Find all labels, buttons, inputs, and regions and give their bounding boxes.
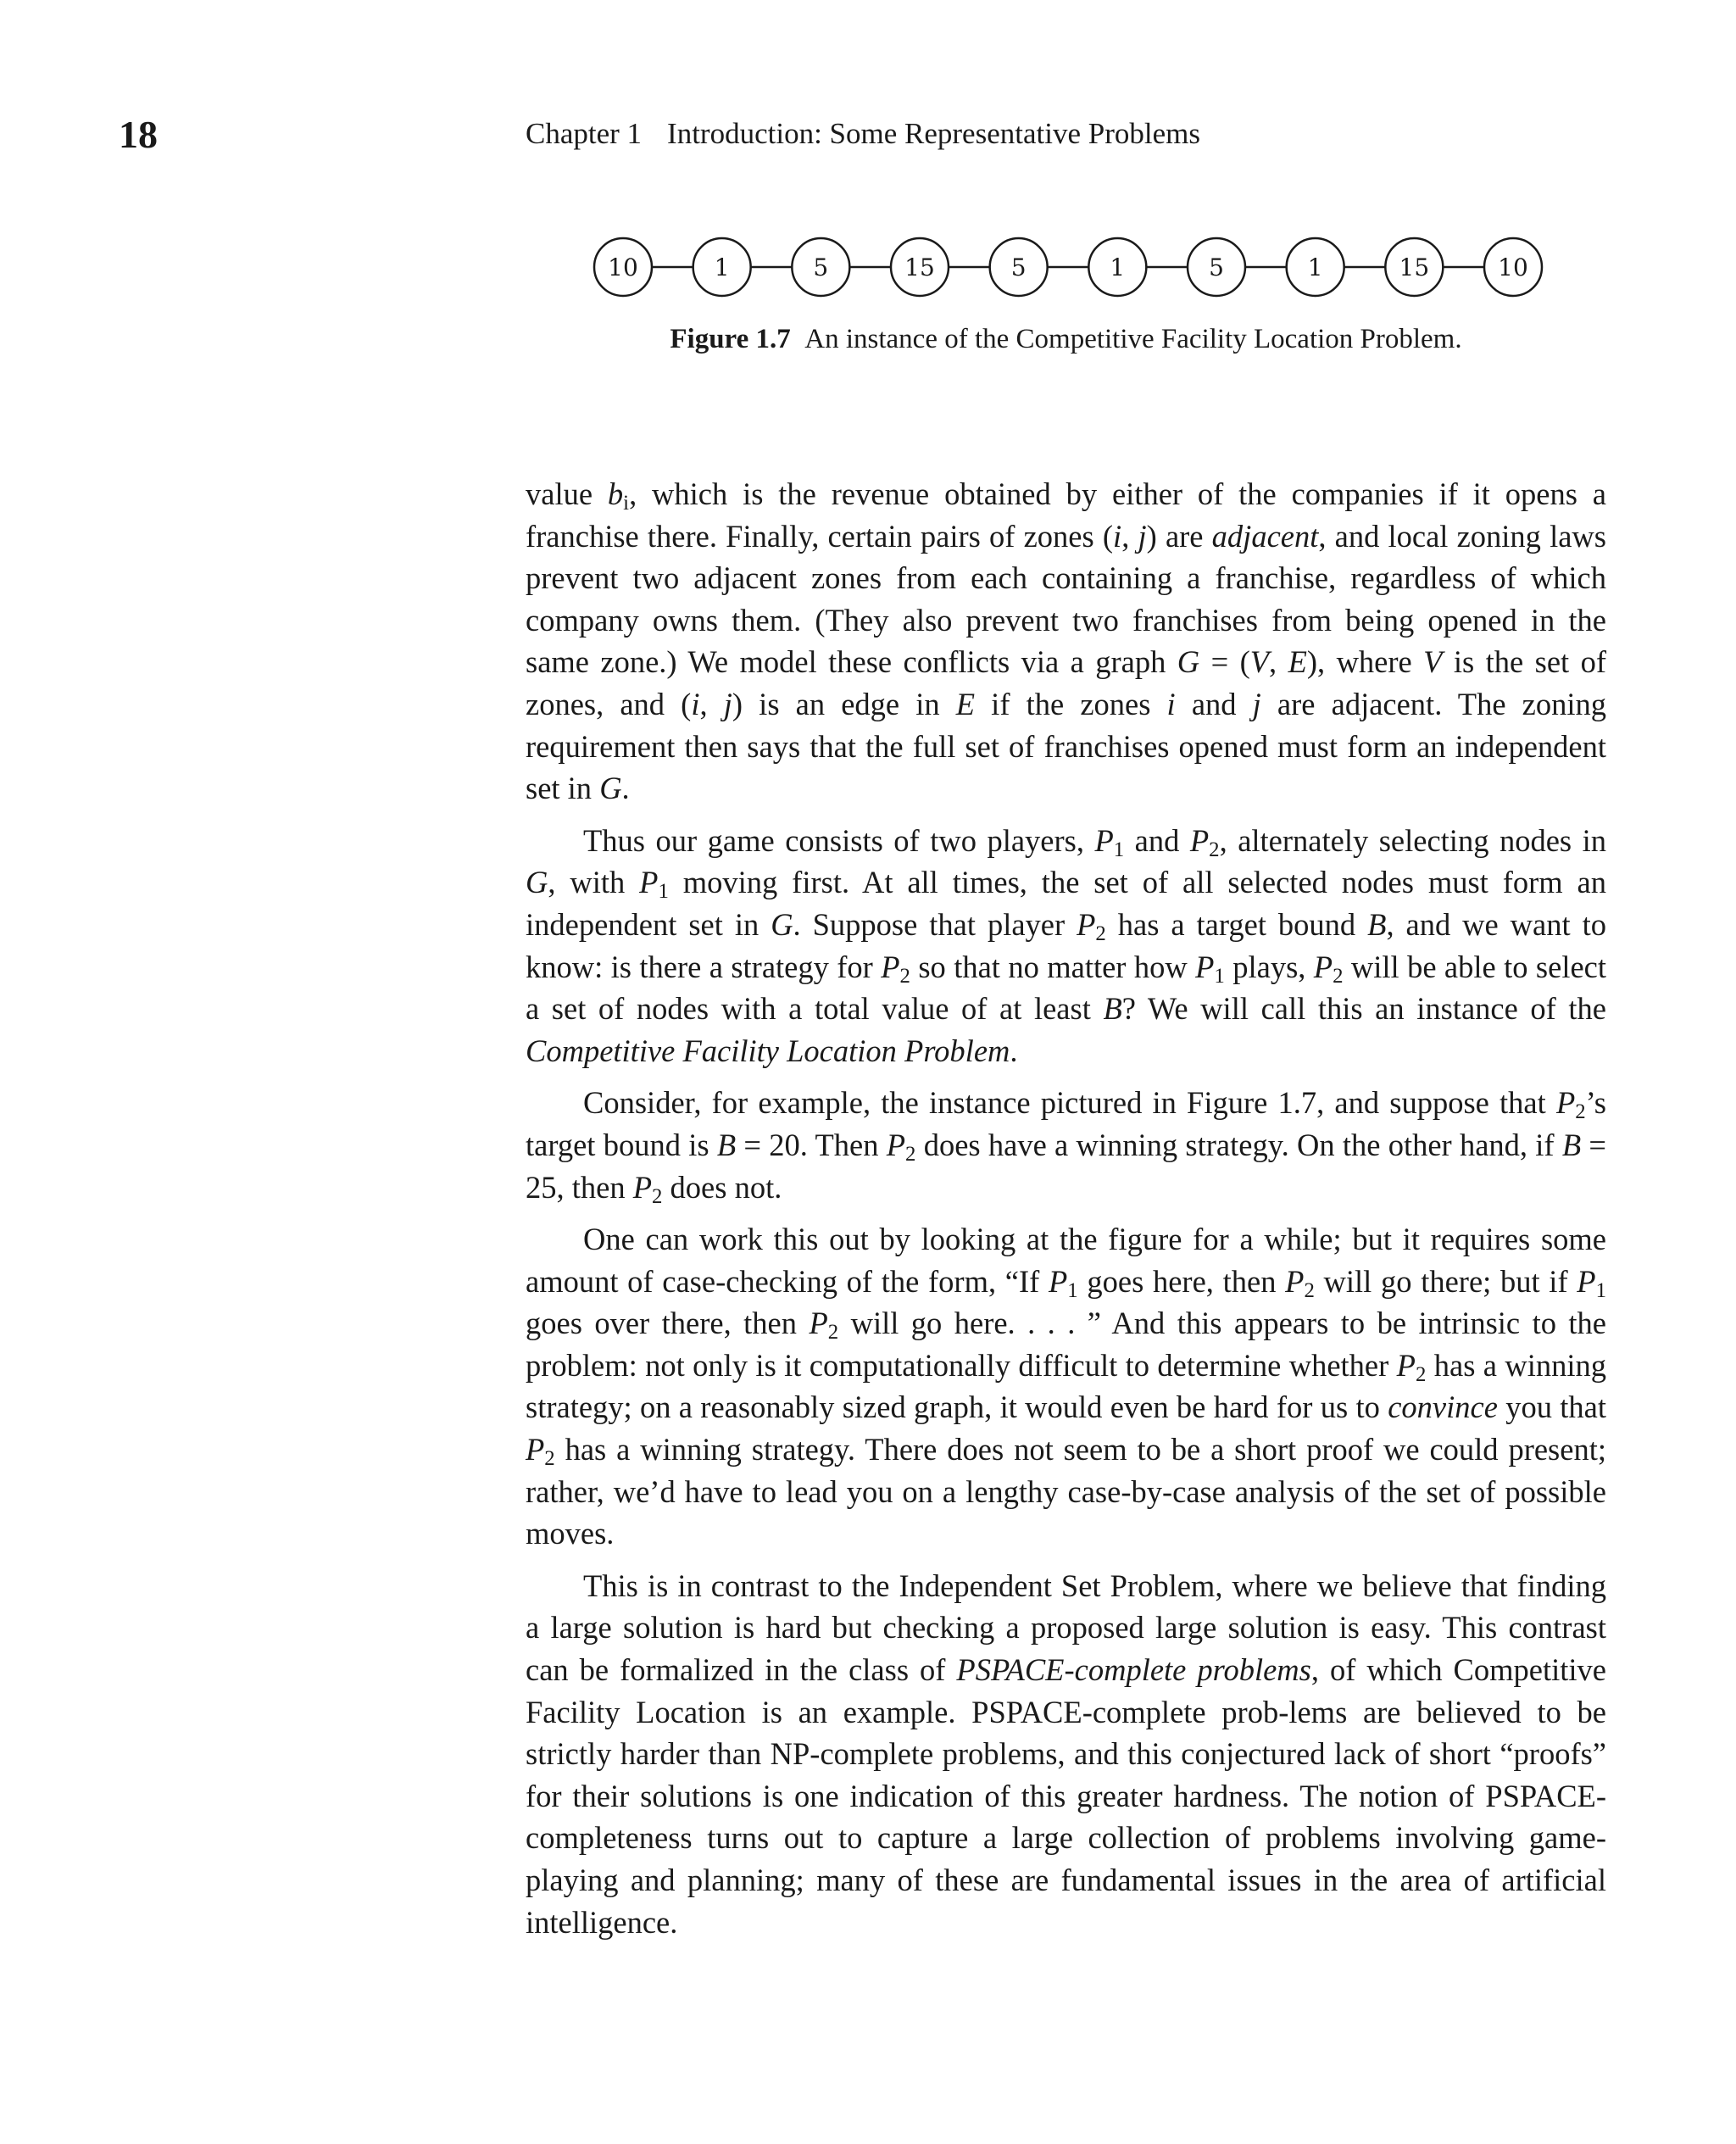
italic-text: P (1077, 906, 1096, 942)
subscript: 2 (1333, 964, 1344, 988)
path-graph-diagram (585, 229, 1551, 305)
paragraph: Consider, for example, the instance pictured in Figure 1.7, and suppose that $P_2’s$ target bound is B = 20. Then $P_2$ does have a winning strategy. On the other hand, if B = 25, then $P_2$ does not. (526, 1085, 1607, 1208)
italic-text: P (886, 1127, 906, 1162)
italic-text: G (599, 771, 622, 806)
chapter-label: Chapter 1 (526, 117, 643, 150)
italic-text: P (1049, 1263, 1068, 1299)
figure-graph (585, 229, 1551, 305)
subscript: 1 (1595, 1278, 1606, 1302)
subscript: 2 (827, 1321, 839, 1345)
subscript: 2 (905, 1143, 916, 1167)
italic-text: P (1577, 1263, 1596, 1299)
graph-node-value: 1 (714, 253, 730, 281)
italic-text: B (1103, 991, 1122, 1027)
graph-node-value: 5 (1209, 253, 1224, 281)
italic-text: i (1166, 686, 1176, 721)
caption-label: Figure 1.7 (670, 324, 791, 354)
graph-node-value: 5 (813, 253, 829, 281)
italic-text: P (1396, 1347, 1416, 1383)
subscript: 1 (1214, 964, 1225, 988)
italic-text: b (607, 476, 624, 511)
italic-text: adjacent (1211, 518, 1319, 554)
italic-text: P (639, 865, 659, 900)
subscript: 2 (899, 964, 910, 988)
paragraph: value $b_i$, which is the revenue obtained by either of the companies if it opens a franchise there. Finally, certain pairs of zones (i, j) are adjacent, and local zoning laws prevent two adjacent zones from each containing a franchise, regardless of which company owns them. (They also prevent two franchises from being opened in the same zone.) We model these conflicts via a graph G = (V, E), where V is the set of zones, and (i, j) is an edge in E if the zones i and j are adjacent. The zoning requirement then says that the full set of franchises opened must form an independent set in G. (526, 476, 1607, 806)
graph-node-value: 10 (1498, 253, 1528, 281)
body-text (526, 473, 1606, 1953)
figure-caption (526, 324, 1606, 355)
italic-text: G (771, 906, 793, 942)
italic-text: B (1367, 906, 1387, 942)
chapter-title: Introduction: Some Representative Problems (667, 117, 1200, 150)
subscript: 2 (652, 1184, 663, 1208)
graph-node-value: 15 (1399, 253, 1430, 281)
italic-text: i (1113, 518, 1122, 554)
running-head (526, 117, 1200, 151)
italic-text: B (1561, 1127, 1582, 1162)
italic-text: P (1094, 822, 1114, 858)
italic-text: j (723, 686, 732, 721)
italic-text: E (955, 686, 976, 721)
italic-text: B (716, 1127, 737, 1162)
italic-text: V (1423, 644, 1443, 680)
subscript: 2 (1304, 1278, 1315, 1302)
subscript: 2 (1209, 838, 1220, 861)
italic-text: P (881, 949, 900, 984)
graph-node-value: 5 (1010, 253, 1027, 281)
subscript: 1 (658, 880, 669, 904)
paragraph: Thus our game consists of two players, $P_1$ and $P_2$, alternately selecting nodes in G, with $P_1$ moving first. At all times, the set of all selected nodes must form an independent set in G. Suppose that player $P_2$ has a target bound B, and we want to know: is there a strategy for $P_2$ so that no matter how $P_1$ plays, $P_2$ will be able to select a set of nodes with a total value of at least B? We will call this an instance of the Competitive Facility Location Problem. (526, 822, 1606, 1068)
italic-text: PSPACE-complete problems (956, 1652, 1311, 1688)
italic-text: E (1288, 644, 1307, 680)
italic-text: j (1138, 518, 1147, 554)
graph-node-value: 1 (1110, 253, 1126, 281)
italic-text: convince (1388, 1389, 1498, 1425)
graph-node-value: 15 (904, 253, 935, 281)
italic-text: P (809, 1306, 828, 1341)
subscript: 1 (1113, 838, 1125, 861)
subscript: 2 (1575, 1100, 1586, 1124)
italic-text: G (526, 865, 548, 900)
italic-text: P (1555, 1085, 1576, 1121)
graph-node-value: 10 (608, 253, 638, 281)
graph-node-value: 1 (1307, 253, 1323, 281)
italic-text: P (1189, 822, 1210, 858)
paragraph: This is in contrast to the Independent Set Problem, where we believe that finding a large solution is hard but checking a proposed large solution is easy. This contrast can be formalized in the class of PSPACE-complete problems, of which Competitive Facility Location is an example. PSPACE-complete prob-lems are believed to be strictly harder than NP-complete problems, and this conjectured lack of short “proofs” for their solutions is one indication of this greater hardness. The notion of PSPACE-completeness turns out to capture a large collection of problems involving game-playing and planning; many of these are fundamental issues in the area of artificial intelligence. (526, 1568, 1607, 1940)
paragraph: One can work this out by looking at the figure for a while; but it requires some amount of case-checking of the form, “If $P_1$ goes here, then $P_2$ will go there; but if $P_1$ goes over there, then $P_2$ will go here. . . . ” And this appears to be intrinsic to the problem: not only is it computationally difficult to determine whether $P_2$ has a winning strategy; on a reasonably sized graph, it would even be hard for us to convince you that $P_2$ has a winning strategy. There does not seem to be a short proof we could present; rather, we’d have to lead you on a lengthy case-by-case analysis of the set of possible moves. (526, 1222, 1607, 1551)
italic-text: P (1313, 949, 1333, 984)
italic-text: Competitive Facility Location Problem (526, 1033, 1010, 1068)
italic-text: G (1177, 644, 1200, 680)
subscript: 2 (544, 1447, 555, 1471)
subscript: 2 (1095, 922, 1106, 946)
italic-text: P (1285, 1263, 1305, 1299)
italic-text: V (1249, 644, 1270, 680)
subscript: 2 (1415, 1363, 1427, 1387)
page-number: 18 (119, 113, 158, 156)
italic-text: P (1195, 949, 1215, 984)
italic-text: j (1252, 686, 1261, 721)
caption-text: An instance of the Competitive Facility Location Problem. (804, 324, 1462, 354)
subscript: i (623, 492, 630, 515)
italic-text: P (526, 1432, 545, 1467)
subscript: 1 (1067, 1278, 1078, 1302)
italic-text: P (632, 1169, 653, 1205)
italic-text: i (691, 686, 700, 721)
